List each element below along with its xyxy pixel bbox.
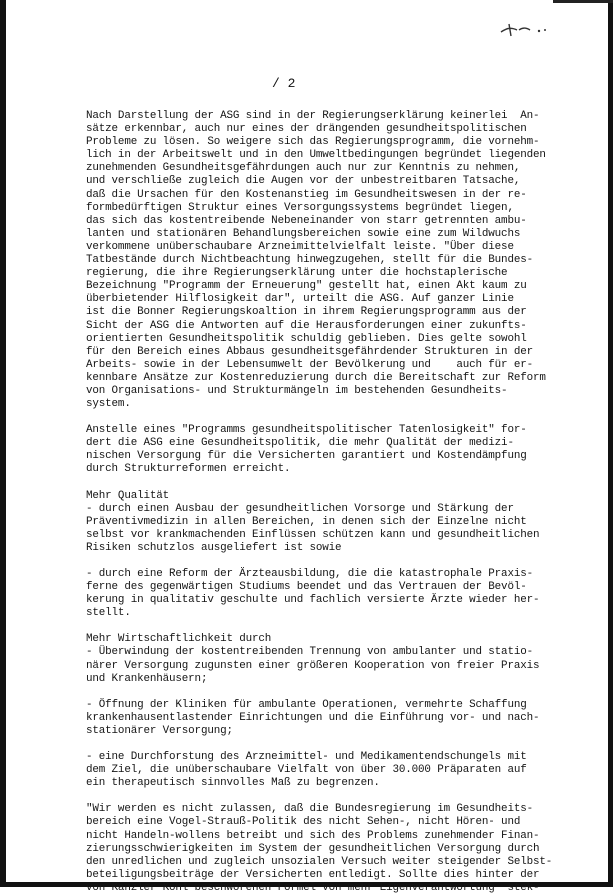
text-line: ist die Bonner Regierungskoaltion in ihrem Regierungsprogramm aus der [86,306,527,319]
text-line: Präventivmedizin in allen Bereichen, in denen sich der Einzelne nicht [86,515,527,528]
text-line: system. [86,398,131,411]
text-line: verkommene unüberschaubare Arzneimittelvielfalt leiste. "Über diese [86,240,514,253]
text-line: - Überwindung der kostentreibenden Trennung von ambulanter und statio- [86,646,533,659]
text-line: und verschließe zugleich die Augen vor der unbestreitbaren Tatsache, [86,175,521,188]
text-line: Probleme zu lösen. So weigere sich das Regierungsprogramm, die vornehm- [86,136,540,149]
text-line: - eine Durchforstung des Arzneimittel- und Medikamentendschungels mit [86,751,527,764]
document-body [86,110,586,895]
text-line: stellt. [86,607,131,620]
paragraph-drugs [86,751,586,790]
text-line: kennbare Ansätze zur Kostenreduzierung durch die Bereitschaft zur Reform [86,371,546,384]
text-line: durch Strukturreformen erreicht. [86,463,291,476]
paragraph-more-quality [86,490,586,555]
text-line: - durch eine Reform der Ärzteausbildung, die die katastrophale Praxis- [86,568,533,580]
text-line: daß die Ursachen für den Kostenanstieg im Gesundheitswesen in der re- [86,188,527,201]
text-line: - durch einen Ausbau der gesundheitlichen Vorsorge und Stärkung der [86,502,514,515]
text-line: Bezeichnung "Programm der Erneuerung" gestellt hat, einen Akt kaum zu [86,280,527,293]
text-line: krankenhausentlastender Einrichtungen und die Einführung vor- und nach- [86,711,540,724]
text-line: von Organisations- und Strukturmängeln im bestehenden Gesundheits- [86,384,508,397]
text-line: den unredlichen und zugleich unsozialen Versuch weiter steigender Selbst- [86,855,553,868]
paragraph-more-efficiency [86,633,586,685]
scan-edge-top [553,0,613,3]
text-line: formbedürftigen Struktur eines Versorgungssystems begründet liegen, [86,201,514,214]
text-line: lich in der Arbeitswelt und in den Umweltbedingungen begründet liegenden [86,149,546,162]
text-line: dem Ziel, die unüberschaubare Vielfalt von über 30.000 Präparaten auf [86,764,527,777]
text-line: Tatbestände durch Nichtbeachtung hinwegzugehen, stellt für die Bundes- [86,254,533,267]
text-line: stationärer Versorgung; [86,724,233,737]
text-line: bereich eine Vogel-Strauß-Politik des nicht Sehen-, nicht Hören- und [86,816,521,829]
text-line: zierungsschwierigkeiten im System der gesundheitlichen Versorgung durch [86,842,540,855]
text-line: Sicht der ASG die Antworten auf die Herausforderungen einer zukunfts- [86,319,527,332]
text-line: ferne des gegenwärtigen Studiums beendet und das Vertrauen der Bevöl- [86,581,527,594]
text-line: von Kanzler Kohl beschworenen Formel von mehr Eigenverantwortung stek- [86,881,540,894]
text-line: - Öffnung der Kliniken für ambulante Operationen, vermehrte Schaffung [86,698,527,711]
text-line: ein therapeutisch sinnvolles Maß zu begrenzen. [86,777,380,790]
text-line: lanten und stationären Behandlungsbereichen sowie eine zum Wildwuchs [86,227,521,240]
text-line: überbietender Hilflosigkeit dar", urteilt die ASG. Auf ganzer Linie [86,293,514,306]
paragraph-quote [86,803,586,895]
text-line: Nach Darstellung der ASG sind in der Regierungserklärung keinerlei An- [86,110,540,122]
text-line: Risiken schutzlos ausgeliefert ist sowie [86,541,342,554]
text-line: für den Bereich eines Abbaus gesundheitsgefährdender Strukturen in der [86,345,533,358]
text-line: regierung, die ihre Regierungserklärung unter die hochstaplerische [86,267,508,280]
paragraph-quality-statement [86,424,586,476]
text-line: kerung in qualitativ geschulte und fachlich versierte Ärzte wieder her- [86,594,540,607]
text-line: nicht Handeln-wollens betreibt und sich des Problems zunehmender Finan- [86,829,540,842]
paragraph-medical-education [86,568,586,620]
text-line: Arbeits- sowie in der Lebensumwelt der Bevölkerung und auch für er- [86,358,533,371]
text-line: und Krankenhäusern; [86,672,208,685]
text-line: sätze erkennbar, auch nur eines der drängenden gesundheitspolitischen [86,123,527,136]
text-line: dert die ASG eine Gesundheitspolitik, die mehr Qualität der medizi- [86,437,514,450]
page-number: / 2 [272,76,296,91]
text-line: Mehr Wirtschaftlichkeit durch [86,633,272,646]
text-line: orientierten Gesundheitspolitik schuldig geblieben. Dies gelte sowohl [86,332,527,345]
text-line: närer Versorgung zugunsten einer größeren Kooperation von freier Praxis [86,659,540,672]
text-line: Mehr Qualität [86,489,170,502]
paragraph-intro [86,110,586,411]
text-line: beteiligungsbeiträge der Versicherten entledigt. Sollte dies hinter der [86,868,540,881]
scan-edge-left [0,0,6,887]
text-line: selbst vor krankmachenden Einflüssen schützen kann und gesundheitlichen [86,528,540,541]
text-line: nischen Versorgung für die Versicherten garantiert und Kostendämpfung [86,450,527,463]
text-line: "Wir werden es nicht zulassen, daß die Bundesregierung im Gesundheits- [86,803,533,816]
paragraph-clinics [86,699,586,738]
handwritten-mark [497,18,557,40]
text-line: das sich das kostentreibende Nebeneinander von starr getrennten ambu- [86,214,527,227]
text-line: Anstelle eines "Programms gesundheitspolitischer Tatenlosigkeit" for- [86,424,527,437]
scan-edge-right [608,0,613,887]
text-line: zunehmenden Gesundheitsgefährdungen auch nur zur Kenntnis zu nehmen, [86,162,521,175]
